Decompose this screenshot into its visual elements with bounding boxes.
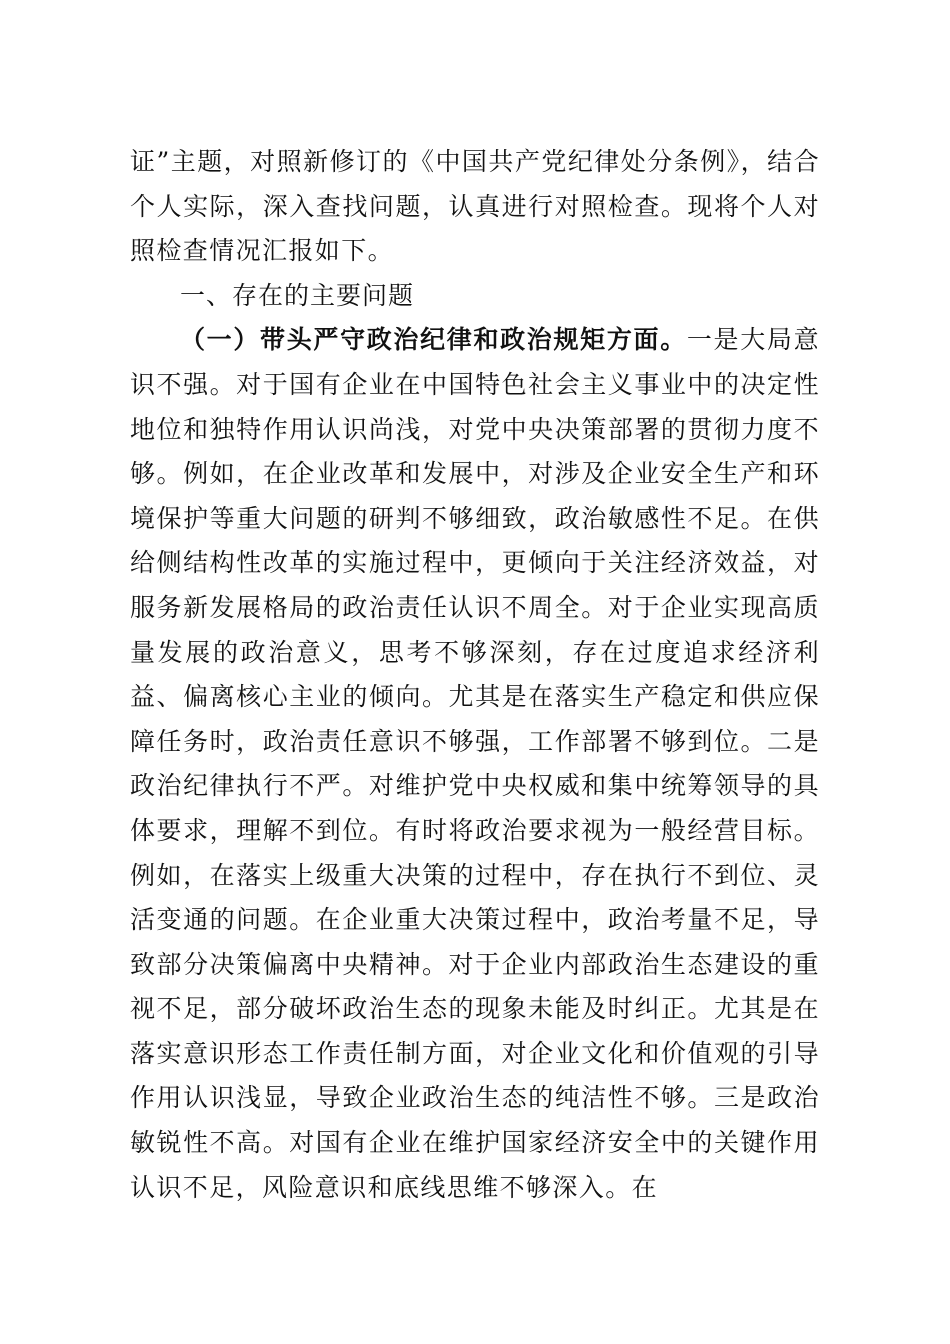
subsection-body: 一是大局意识不强。对于国有企业在中国特色社会主义事业中的决定性地位和独特作用认识尚浅，对党中央决策部署的贯彻力度不够。例如，在企业改革和发展中，对涉及企业安全生产和环境保护等重大问题的研判不够细致，政治敏感性不足。在供给侧结构性改革的实施过程中，更倾向于关注经济效益，对服务新发展格局的政治责任认识不周全。对于企业实现高质量发展的政治意义，思考不够深刻，存在过度追求经济利益、偏离核心主业的倾向。尤其是在落实生产稳定和供应保障任务时，政治责任意识不够强，工作部署不够到位。二是政治纪律执行不严。对维护党中央权威和集中统筹领导的具体要求，理解不到位。有时将政治要求视为一般经营目标。例如，在落实上级重大决策的过程中，存在执行不到位、灵活变通的问题。在企业重大决策过程中，政治考量不足，导致部分决策偏离中央精神。对于企业内部政治生态建设的重视不足，部分破坏政治生态的现象未能及时纠正。尤其是在落实意识形态工作责任制方面，对企业文化和价值观的引导作用认识浅显，导致企业政治生态的纯洁性不够。三是政治敏锐性不高。对国有企业在维护国家经济安全中的关键作用认识不足，风险意识和底线思维不够深入。在 xyxy=(130,325,820,1202)
subsection-heading: （一）带头严守政治纪律和政治规矩方面。 xyxy=(180,325,687,355)
document-body xyxy=(130,140,820,1210)
subsection-paragraph xyxy=(130,318,820,1210)
paragraph-continued: 证”主题，对照新修订的《中国共产党纪律处分条例》，结合个人实际，深入查找问题，认真进行对照检查。现将个人对照检查情况汇报如下。 xyxy=(130,147,820,266)
section-heading: 一、存在的主要问题 xyxy=(180,280,415,310)
